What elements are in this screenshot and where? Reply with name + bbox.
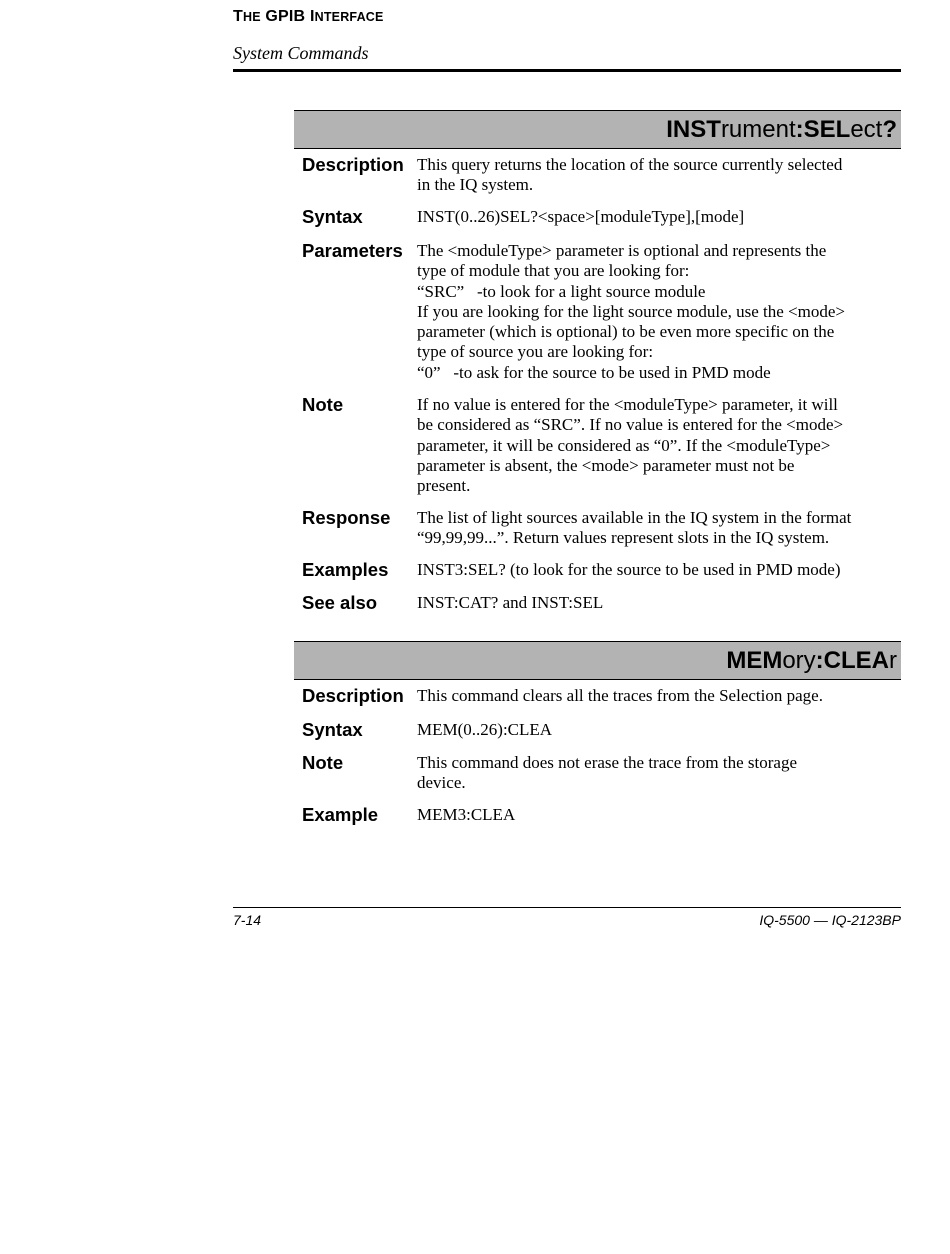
header-rule	[233, 69, 901, 72]
title-part: INST	[666, 116, 721, 143]
chapter-title: THE GPIB INTERFACE	[233, 8, 384, 25]
page-number: 7-14	[233, 912, 262, 928]
command-title	[666, 116, 897, 143]
text-line: This command clears all the traces from the Selection page.	[417, 686, 823, 705]
row-label: Example	[302, 804, 379, 825]
title-part: r	[889, 647, 897, 674]
title-part: :SEL	[795, 116, 851, 143]
row-text	[417, 207, 902, 227]
text-line: “0” -to ask for the source to be used in PMD mode	[417, 362, 771, 382]
row-label: See also	[302, 592, 378, 613]
text-line: type of source you are looking for:	[417, 342, 654, 362]
text-line: “99,99,99...”. Return values represent slots in the IQ system.	[417, 528, 830, 548]
text-line: The <moduleType> parameter is optional and represents the	[417, 241, 827, 260]
text-line: INST:CAT? and INST:SEL	[417, 593, 604, 612]
text-line: parameter (which is optional) to be even more specific on the	[417, 322, 835, 342]
text-line: If no value is entered for the <moduleType> parameter, it will	[417, 395, 838, 414]
text-line: If you are looking for the light source module, use the <mode>	[417, 301, 846, 321]
text-line: INST(0..26)SEL?<space>[moduleType],[mode]	[417, 207, 745, 226]
row-label: Description	[302, 154, 404, 175]
command-title	[726, 647, 897, 674]
row-text	[417, 753, 902, 794]
title-part: :CLEA	[815, 647, 889, 674]
title-part: ?	[882, 116, 897, 143]
text-line: MEM3:CLEA	[417, 805, 516, 824]
row-text	[417, 241, 902, 383]
text-line: present.	[417, 476, 471, 496]
text-line: parameter is absent, the <mode> parameter must not be	[417, 455, 795, 475]
command-title-bar	[294, 641, 901, 680]
row-label: Note	[302, 394, 344, 415]
row-label: Description	[302, 685, 404, 706]
row-label: Response	[302, 507, 391, 528]
section-name: System Commands	[233, 43, 369, 63]
text-line: INST3:SEL? (to look for the source to be used in PMD mode)	[417, 560, 841, 579]
row-text	[417, 155, 902, 196]
row-label: Syntax	[302, 719, 363, 740]
row-label: Examples	[302, 559, 389, 580]
text-line: This command does not erase the trace from the storage	[417, 753, 798, 772]
row-label: Parameters	[302, 240, 403, 261]
row-text	[417, 395, 902, 496]
title-part: rument	[720, 116, 796, 143]
row-text	[417, 593, 902, 613]
title-part: ect	[850, 116, 883, 143]
row-label: Note	[302, 752, 344, 773]
text-line: in the IQ system.	[417, 175, 534, 195]
text-line: This query returns the location of the source currently selected	[417, 155, 843, 174]
text-line: device.	[417, 773, 466, 793]
command-title-bar	[294, 110, 901, 149]
text-line: type of module that you are looking for:	[417, 261, 690, 281]
text-line: be considered as “SRC”. If no value is entered for the <mode>	[417, 415, 844, 435]
footer-rule	[233, 907, 901, 908]
title-part: MEM	[726, 647, 783, 674]
row-text	[417, 508, 902, 549]
row-text	[417, 805, 902, 825]
text-line: The list of light sources available in the IQ system in the format	[417, 508, 852, 527]
text-line: MEM(0..26):CLEA	[417, 720, 553, 739]
text-line: parameter, it will be considered as “0”. If the <moduleType>	[417, 435, 831, 455]
text-line: “SRC” -to look for a light source module	[417, 281, 706, 301]
row-text	[417, 720, 902, 740]
row-text	[417, 560, 902, 580]
row-label: Syntax	[302, 206, 363, 227]
product-name: IQ-5500 — IQ-2123BP	[759, 912, 901, 928]
title-part: ory	[782, 647, 816, 674]
row-text	[417, 686, 902, 706]
